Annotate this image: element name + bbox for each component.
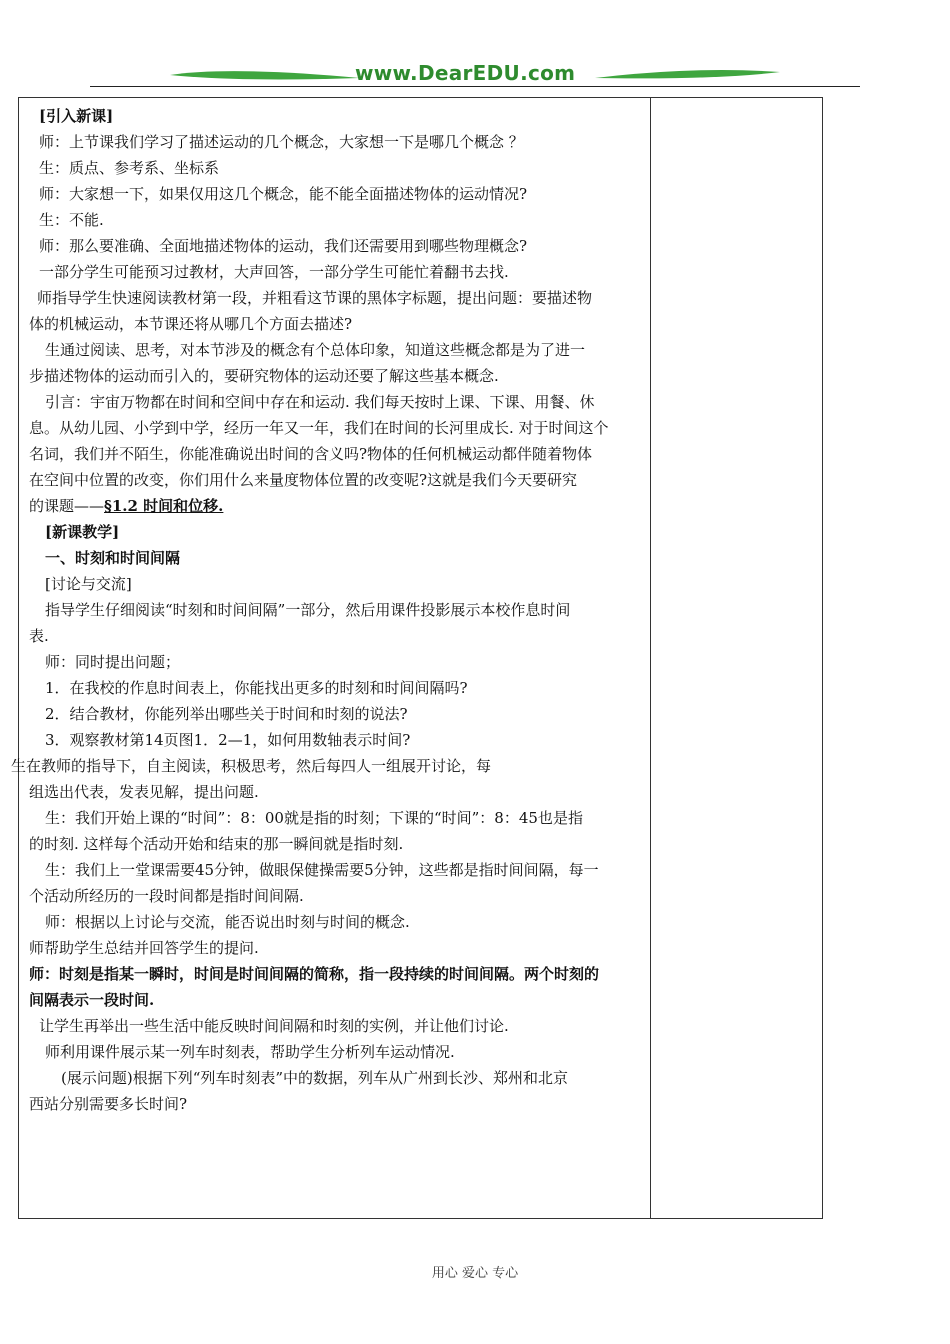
- left-swoosh-decoration: [170, 68, 360, 82]
- section-heading-new: [新课教学]: [45, 523, 120, 541]
- paragraph-line: 一部分学生可能预习过教材，大声回答，一部分学生可能忙着翻书去找.: [39, 263, 509, 281]
- topic-intro: 的课题——: [29, 497, 105, 515]
- question-item: 3．观察教材第14页图1．2—1，如何用数轴表示时间?: [45, 731, 411, 749]
- dialogue-line: 生：不能.: [39, 211, 104, 229]
- question-item: 1．在我校的作息时间表上，你能找出更多的时刻和时间间隔吗?: [45, 679, 468, 697]
- paragraph-line: 指导学生仔细阅读“时刻和时间间隔”一部分，然后用课件投影展示本校作息时间: [45, 601, 571, 619]
- paragraph-line: 个活动所经历的一段时间都是指时间间隔.: [29, 887, 304, 905]
- paragraph-line: 名词，我们并不陌生，你能准确说出时间的含义吗?物体的任何机械运动都伴随着物体: [29, 445, 593, 463]
- paragraph-line: 的时刻. 这样每个活动开始和结束的那一瞬间就是指时刻.: [29, 835, 404, 853]
- dialogue-line: 生：质点、参考系、坐标系: [39, 159, 220, 177]
- paragraph-line: 师帮助学生总结并回答学生的提问.: [29, 939, 259, 957]
- paragraph-line: 体的机械运动，本节课还将从哪几个方面去描述?: [29, 315, 353, 333]
- page-header: [90, 58, 860, 90]
- page-footer: 用心 爱心 专心: [431, 1266, 519, 1281]
- paragraph-line: 生通过阅读、思考，对本节涉及的概念有个总体印象，知道这些概念都是为了进一: [45, 341, 586, 359]
- section-heading-time: 一、时刻和时间间隔: [45, 549, 181, 567]
- dialogue-line: 师：那么要准确、全面地描述物体的运动，我们还需要用到哪些物理概念?: [39, 237, 528, 255]
- definition-line: 师：时刻是指某一瞬时，时间是时间间隔的简称，指一段持续的时间间隔。两个时刻的: [29, 965, 600, 983]
- paragraph-line: 让学生再举出一些生活中能反映时间间隔和时刻的实例，并让他们讨论.: [39, 1017, 509, 1035]
- paragraph-line: 组选出代表，发表见解，提出问题.: [29, 783, 259, 801]
- paragraph-line: 师：同时提出问题；: [45, 653, 181, 671]
- lesson-content: [11, 103, 641, 1117]
- paragraph-line: 师：根据以上讨论与交流，能否说出时刻与时间的概念.: [45, 913, 410, 931]
- right-swoosh-decoration: [595, 68, 780, 82]
- subheading-discussion: [讨论与交流]: [45, 575, 132, 593]
- paragraph-line: 生：我们开始上课的“时间”：8：00就是指的时刻；下课的“时间”：8：45也是指: [45, 809, 583, 827]
- paragraph-line: (展示问题)根据下列“列车时刻表”中的数据，列车从广州到长沙、郑州和北京: [61, 1069, 569, 1087]
- dialogue-line: 师：大家想一下，如果仅用这几个概念，能不能全面描述物体的运动情况?: [39, 185, 528, 203]
- header-rule: [90, 86, 860, 87]
- question-item: 2．结合教材，你能列举出哪些关于时间和时刻的说法?: [45, 705, 408, 723]
- site-logo: www.DearEDU.com: [355, 61, 576, 85]
- paragraph-line: 在空间中位置的改变，你们用什么来量度物体位置的改变呢?这就是我们今天要研究: [29, 471, 578, 489]
- definition-line: 间隔表示一段时间.: [29, 991, 155, 1009]
- paragraph-line: 表.: [29, 627, 49, 645]
- paragraph-line: 息。从幼儿园、小学到中学，经历一年又一年，我们在时间的长河里成长. 对于时间这个: [29, 419, 609, 437]
- section-heading-intro: [引入新课]: [39, 107, 114, 125]
- paragraph-line: 师指导学生快速阅读教材第一段，并粗看这节课的黑体字标题，提出问题：要描述物: [37, 289, 593, 307]
- paragraph-line: 师利用课件展示某一列车时刻表，帮助学生分析列车运动情况.: [45, 1043, 455, 1061]
- column-divider: [650, 98, 651, 1218]
- paragraph-line: 引言：宇宙万物都在时间和空间中存在和运动. 我们每天按时上课、下课、用餐、休: [45, 393, 595, 411]
- lesson-topic-title: §1.2 时间和位移.: [104, 497, 224, 515]
- paragraph-line: 生在教师的指导下，自主阅读，积极思考，然后每四人一组展开讨论，每: [11, 757, 492, 775]
- lesson-table: [11, 97, 823, 1219]
- paragraph-line: 西站分别需要多长时间?: [29, 1095, 188, 1113]
- paragraph-line: [29, 493, 641, 519]
- dialogue-line: 师：上节课我们学习了描述运动的几个概念，大家想一下是哪几个概念 ？: [39, 133, 524, 151]
- paragraph-line: 生：我们上一堂课需要45分钟，做眼保健操需要5分钟，这些都是指时间间隔，每一: [45, 861, 599, 879]
- paragraph-line: 步描述物体的运动而引入的，要研究物体的运动还要了解这些基本概念.: [29, 367, 499, 385]
